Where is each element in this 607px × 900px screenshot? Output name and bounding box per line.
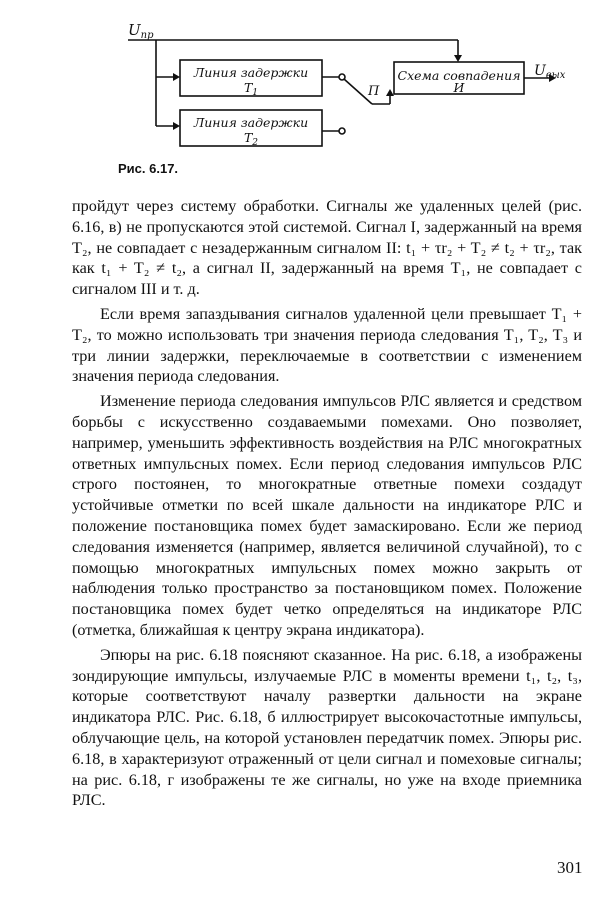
block-diagram [0, 0, 607, 160]
arrow-to-delay2 [173, 122, 180, 130]
coinc-and-label: И [453, 80, 465, 95]
delay2-title: Линия задержки [193, 115, 309, 130]
delay1-period: $T_1$ [243, 80, 259, 98]
paragraph-3: Изменение периода следования импульсов РЛС является и средством борьбы с искусственно создаваемыми помехами. Оно позволяет, например, уменьшить эффективность воздействия на РЛС многократных ответных импульсных помех. Если период следования импульсов РЛС строго постоянен, то многократные ответные помехи создадут устойчивые отметки по всей шкале дальности на индикаторе РЛС и положение постановщика помех будет замаскировано. Если же период следования изменяется (например, является величиной случайной), то с помощью многократных импульсных помех можно закрыть от наблюдения только пространство за постановщиком помех. Положение постановщика помех будет четко определяться на индикаторе РЛС (отметка, ближайшая к центру экрана индикатора). [72, 392, 582, 639]
input-label: $U_{пр}$ [128, 21, 154, 41]
arrow-to-coinc [454, 55, 462, 62]
paragraph-4: Эпюры на рис. 6.18 поясняют сказанное. На рис. 6.18, а изображены зондирующие импульсы, излучаемые РЛС в моменты времени t₁, t₂, t₃, которые соответствуют началу развертки дальности на экране индикатора РЛС. Рис. 6.18, б иллюстрирует высокочастотные импульсы, облучающие цель, на которой установлен передатчик помех. Эпюры рис. 6.18, в характеризуют отраженный от цели сигнал и помеховые сигналы; на рис. 6.18, г изображены те же сигналы, но уже на входе приемника РЛС. [72, 645, 582, 810]
body-text [72, 196, 582, 815]
paragraph-1: пройдут через систему обработки. Сигналы же удаленных целей (рис. 6.16, в) не пропускаются этой системой. Сигнал I, задержанный на время T₂, не совпадает с незадержанным сигналом II: t₁ + τr₂ + T₂ ≠ t₂ + τr₂, так как t₁ + T₂ ≠ t₂, а сигнал II, задержанный на время T₁, не совпадает с сигналом III и т. д. [72, 197, 582, 299]
switch-label: П [368, 84, 380, 99]
paragraph-2: Если время запаздывания сигналов удаленной цели превышает T₁ + T₂, то можно использовать три значения периода следования T₁, T₂, T₃ и три линии задержки, переключаемые в соответствии с изменением значения периода следования. [72, 304, 582, 386]
output-label: $U_{вых}$ [534, 63, 566, 81]
figure-caption: Рис. 6.17. [118, 161, 179, 176]
delay1-title: Линия задержки [193, 65, 309, 80]
arrow-coinc-input2 [386, 89, 394, 96]
arrow-to-delay1 [173, 73, 180, 81]
delay2-period: $T_2$ [243, 130, 259, 148]
switch-contact-2 [339, 128, 345, 134]
coinc-title: Схема совпадения [397, 68, 521, 83]
page-number: 301 [557, 858, 583, 877]
